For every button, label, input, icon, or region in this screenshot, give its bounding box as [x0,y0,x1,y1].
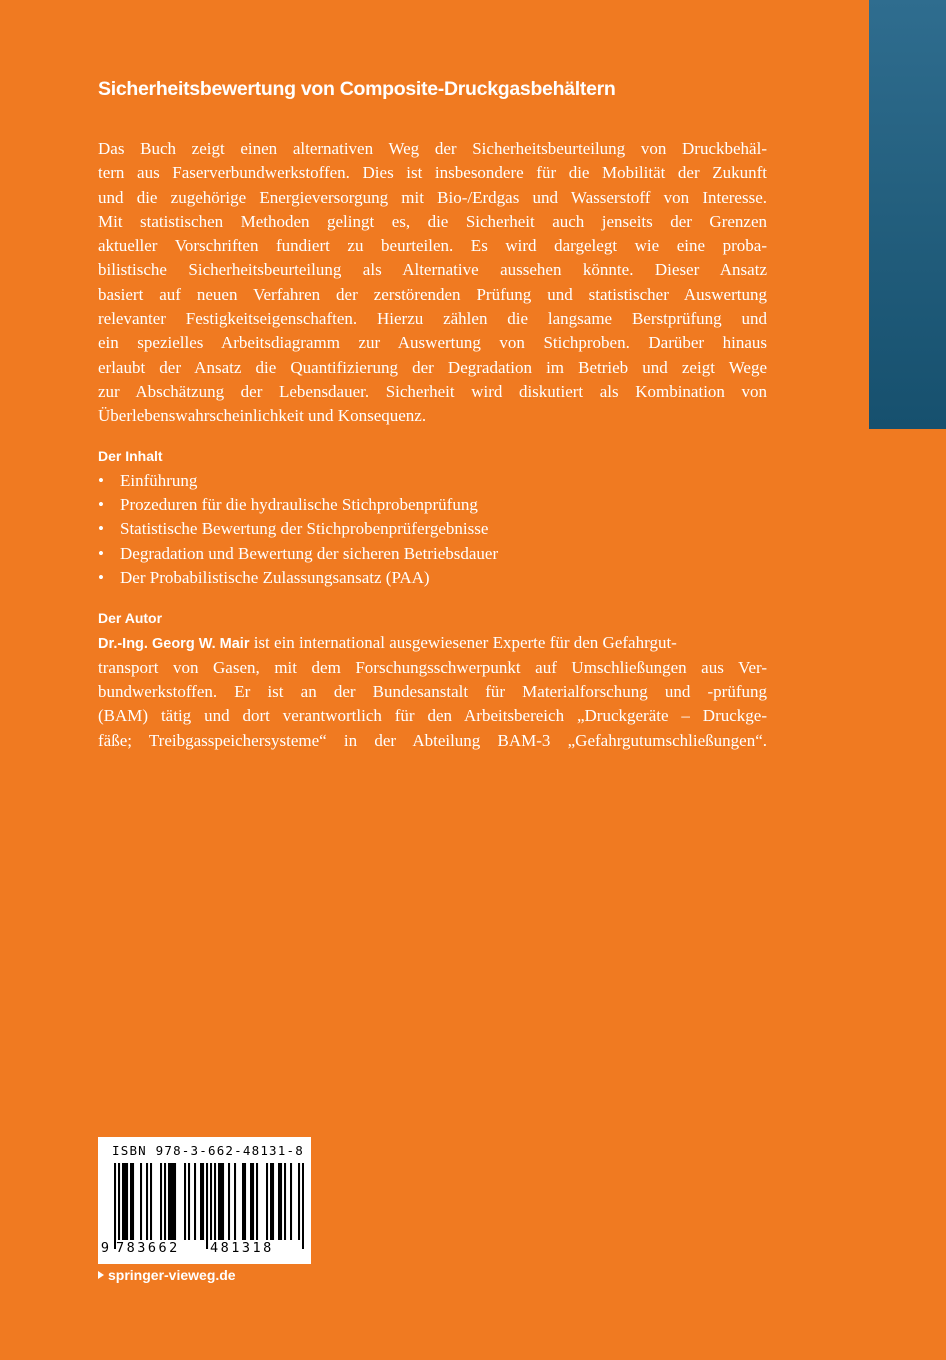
barcode-bar [284,1163,286,1241]
barcode-bar [220,1163,222,1241]
barcode-bar [214,1163,216,1241]
contents-list [98,469,767,591]
publisher-website[interactable] [98,1267,236,1283]
barcode-bar [222,1163,224,1241]
barcode-bar [170,1163,172,1241]
website-label[interactable]: springer-vieweg.de [108,1267,236,1283]
barcode-bar [140,1163,142,1241]
contents-item-label: Statistische Bewertung der Stichprobenprüfergebnisse [120,519,489,539]
bullet-icon: • [98,470,104,490]
description-line: Mit statistischen Methoden gelingt es, die Sicherheit auch jenseits der Grenzen [98,211,767,231]
contents-item-label: Prozeduren für die hydraulische Stichprobenprüfung [120,494,478,514]
bullet-icon: • [98,543,104,563]
description-line: Das Buch zeigt einen alternativen Weg der Sicherheitsbeurteilung von Druckbehäl- [98,139,767,158]
cover-accent-strip [869,0,946,429]
contents-item-label: Der Probabilistische Zulassungsansatz (PAA) [120,568,430,588]
barcode-bar [252,1163,254,1241]
barcode-digits-left: 783662 [116,1240,204,1257]
barcode-bar [188,1163,190,1241]
barcode-bar [266,1163,268,1241]
barcode-digit-first: 9 [100,1240,110,1256]
author-heading: Der Autor [98,609,163,626]
barcode-bar [194,1163,196,1241]
barcode-bar [150,1163,152,1241]
author-name: Dr.-Ing. Georg W. Mair [98,635,250,652]
description-line: bilistische Sicherheitsbeurteilung als Alternative aussehen könnte. Dieser Ansatz [98,260,767,280]
barcode-bar [242,1163,244,1241]
bullet-icon: • [98,568,104,588]
author-bio-first-line: ist ein international ausgewiesener Experte für den Gefahrgut- [249,632,677,652]
barcode-bar [114,1163,116,1249]
contents-heading: Der Inhalt [98,447,163,464]
author-bio [98,631,767,753]
description-line: aktueller Vorschriften fundiert zu beurteilen. Es wird dargelegt wie eine proba- [98,236,767,256]
description-line: basiert auf neuen Verfahren der zerstörenden Prüfung und statistischer Auswertung [98,284,767,304]
barcode-bar [122,1163,124,1241]
barcode-bar [290,1163,292,1241]
barcode-bar [124,1163,126,1241]
barcode-bar [244,1163,246,1241]
contents-item-label: Degradation und Bewertung der sicheren Betriebsdauer [120,543,499,563]
book-description [98,137,767,429]
author-bio-line: transport von Gasen, mit dem Forschungsschwerpunkt auf Umschließungen aus Ver- [98,657,767,677]
barcode-bar [250,1163,252,1241]
contents-item [98,566,767,590]
barcode-bar [184,1163,186,1241]
contents-item [98,469,767,493]
barcode-bar [164,1163,166,1241]
barcode-bar [278,1163,280,1241]
isbn-label: ISBN 978-3-662-48131-8 [112,1143,304,1158]
book-title: Sicherheitsbewertung von Composite-Druckgasbehältern [98,78,616,100]
barcode-bar [256,1163,258,1241]
barcode-bar [234,1163,236,1241]
barcode-bar [132,1163,134,1241]
description-line: relevanter Festigkeitseigenschaften. Hierzu zählen die langsame Berstprüfung und [98,309,767,329]
author-bio-line: fäße; Treibgasspeichersysteme“ in der Abteilung BAM-3 „Gefahrgutumschließungen“. [98,730,767,750]
contents-item [98,542,767,566]
author-bio-line: (BAM) tätig und dort verantwortlich für den Arbeitsbereich „Druckgeräte – Druckge- [98,706,767,726]
contents-item [98,493,767,517]
description-line: erlaubt der Ansatz die Quantifizierung der Degradation im Betrieb und zeigt Wege [98,357,767,377]
barcode-bar [280,1163,282,1241]
barcode-bar [272,1163,274,1241]
description-line: Überlebenswahrscheinlichkeit und Konsequenz. [98,406,427,426]
barcode-bar [146,1163,148,1241]
isbn-barcode [98,1137,311,1264]
barcode-digits [98,1240,311,1257]
barcode-bar [270,1163,272,1241]
barcode-bar [118,1163,120,1249]
barcode-bar [126,1163,128,1241]
description-line: ein spezielles Arbeitsdiagramm zur Auswertung von Stichproben. Darüber hinaus [98,333,767,353]
barcode-bar [228,1163,230,1241]
bullet-icon: • [98,519,104,539]
description-line: und die zugehörige Energieversorgung mit Bio-/Erdgas und Wasserstoff von Interesse. [98,187,767,207]
barcode-bar [218,1163,220,1241]
contents-item-label: Einführung [120,470,198,490]
barcode-bar [202,1163,204,1241]
back-cover-text [98,74,767,753]
barcode-bar [302,1163,304,1249]
barcode-bar [160,1163,162,1241]
barcode-bar [174,1163,176,1241]
barcode-bar [130,1163,132,1241]
bullet-icon: • [98,494,104,514]
description-line: tern aus Faserverbundwerkstoffen. Dies ist insbesondere für die Mobilität der Zukunft [98,163,767,183]
barcode-bars [114,1163,304,1249]
barcode-bar [172,1163,174,1241]
barcode-bar [200,1163,202,1241]
barcode-digits-right: 481318 [210,1240,302,1257]
contents-item [98,517,767,541]
barcode-bar [210,1163,212,1249]
barcode-bar [206,1163,208,1249]
arrow-right-icon [98,1271,104,1279]
description-line: zur Abschätzung der Lebensdauer. Sicherheit wird diskutiert als Kombination von [98,381,767,401]
barcode-bar [168,1163,170,1241]
author-bio-line: bundwerkstoffen. Er ist an der Bundesanstalt für Materialforschung und -prüfung [98,682,767,702]
barcode-bar [298,1163,300,1249]
